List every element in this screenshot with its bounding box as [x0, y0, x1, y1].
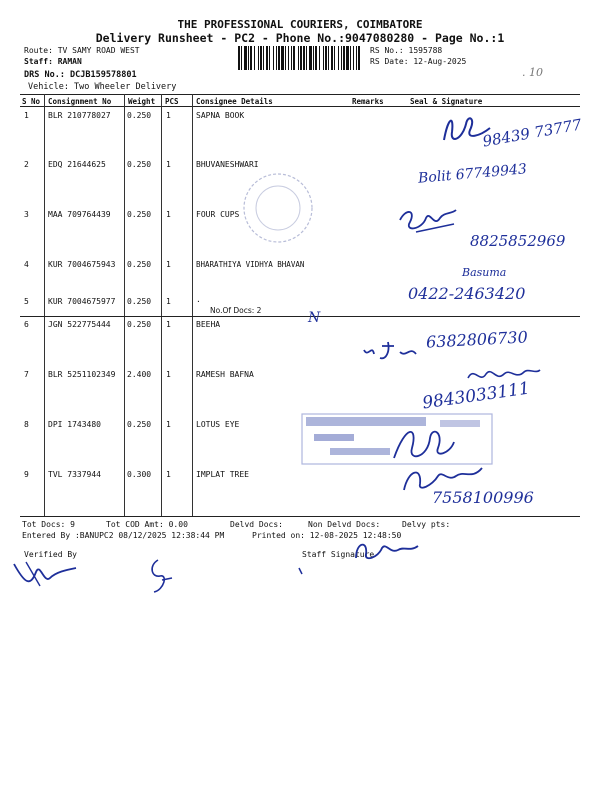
- handwritten-phone: 0422-2463420: [408, 284, 526, 303]
- handwritten-signature: Bolit 67749943: [417, 161, 528, 187]
- barcode-bar: [244, 46, 247, 70]
- row-consignee: IMPLAT TREE: [196, 470, 249, 479]
- signature-row6-image: [360, 338, 422, 368]
- col-consignment: Consignment No: [48, 97, 112, 106]
- barcode-bar: [273, 46, 274, 70]
- row-consignment: MAA 709764439: [48, 210, 111, 219]
- barcode-bar: [350, 46, 351, 70]
- row-consignment: JGN 522775444: [48, 320, 111, 329]
- faint-stamp-image: [238, 168, 318, 248]
- barcode-bar: [341, 46, 342, 70]
- barcode-bar: [266, 46, 268, 70]
- barcode-bar: [358, 46, 360, 70]
- col-seal-signature: Seal & Signature: [410, 97, 483, 106]
- barcode-bar: [328, 46, 329, 70]
- runsheet-title: Delivery Runsheet - PC2 - Phone No.:9047080280 - Page No.:1: [95, 31, 505, 45]
- row-consignee: LOTUS EYE: [196, 420, 240, 429]
- row-weight: 0.250: [127, 111, 152, 120]
- staff-signature-label: Staff Signature: [302, 550, 375, 559]
- entered-by: Entered By :BANUPC2 08/12/2025 12:38:44 PM: [22, 531, 225, 540]
- col-sno: S No: [22, 97, 41, 106]
- handwritten-phone: 7558100996: [432, 488, 534, 507]
- table-top-rule: [20, 94, 580, 95]
- row-pcs: 1: [166, 420, 171, 429]
- col-rule: [192, 94, 193, 516]
- row-weight: 0.250: [127, 210, 152, 219]
- barcode-bar: [285, 46, 286, 70]
- row-consignee: BHUVANESHWARI: [196, 160, 259, 169]
- row-weight: 0.250: [127, 260, 152, 269]
- vehicle-label: Vehicle: Two Wheeler Delivery: [28, 82, 177, 92]
- barcode-bar: [338, 46, 339, 70]
- row-consignee: FOUR CUPS: [196, 210, 240, 219]
- barcode-bar: [353, 46, 354, 70]
- row-consignment: EDQ 21644625: [48, 160, 106, 169]
- barcode-bar: [260, 46, 262, 70]
- barcode-bar: [303, 46, 305, 70]
- barcode-bar: [309, 46, 312, 70]
- barcode-bar: [241, 46, 242, 70]
- barcode-bar: [323, 46, 324, 70]
- total-cod-amount: Tot COD Amt: 0.00: [106, 520, 188, 529]
- barcode-image: [238, 46, 363, 70]
- signature-row8-image: [388, 418, 458, 468]
- barcode-bar: [281, 46, 284, 70]
- row-doc-count: No.Of Docs: 2: [210, 306, 262, 315]
- row-consignment: TVL 7337944: [48, 470, 101, 479]
- col-rule: [124, 94, 125, 516]
- barcode-bar: [356, 46, 357, 70]
- row-sno: 5: [24, 297, 29, 306]
- barcode-bar: [278, 46, 280, 70]
- row-sno: 9: [24, 470, 29, 479]
- col-rule: [161, 94, 162, 516]
- rs-number: RS No.: 1595788: [370, 46, 443, 55]
- barcode-bar: [319, 46, 320, 70]
- barcode-bar: [334, 46, 335, 70]
- barcode-bar: [248, 46, 249, 70]
- table-header-rule: [20, 106, 580, 107]
- row-pcs: 1: [166, 111, 171, 120]
- row-weight: 0.300: [127, 470, 152, 479]
- row-consignee: BEEHA: [196, 320, 221, 329]
- barcode-bar: [276, 46, 277, 70]
- row-sno: 7: [24, 370, 29, 379]
- barcode-bar: [238, 46, 240, 70]
- barcode-bar: [306, 46, 307, 70]
- barcode-bar: [293, 46, 295, 70]
- row-weight: 0.250: [127, 420, 152, 429]
- barcode-bar: [331, 46, 333, 70]
- row-divider: [20, 316, 580, 317]
- col-weight: Weight: [128, 97, 156, 106]
- row-sno: 3: [24, 210, 29, 219]
- corner-pencil-mark: . 10: [522, 66, 543, 79]
- row-weight: 0.250: [127, 160, 152, 169]
- barcode-bar: [298, 46, 299, 70]
- row-consignee: BHARATHIYA VIDHYA BHAVAN: [196, 260, 305, 269]
- barcode-bar: [313, 46, 314, 70]
- barcode-bar: [288, 46, 289, 70]
- row-consignee: RAMESH BAFNA: [196, 370, 254, 379]
- row-pcs: 1: [166, 160, 171, 169]
- barcode-bar: [291, 46, 292, 70]
- barcode-bar: [269, 46, 270, 70]
- table-bottom-rule: [20, 516, 580, 517]
- second-signature-image: [138, 556, 178, 596]
- handwritten-phone: 9843033111: [421, 378, 532, 414]
- row-weight: 0.250: [127, 320, 152, 329]
- handwritten-phone: 98439 73777: [481, 115, 584, 151]
- staff-label: Staff: RAMAN: [24, 57, 82, 66]
- row-sno: 1: [24, 111, 29, 120]
- lotus-eye-stamp-image: [300, 412, 495, 468]
- row-sno: 4: [24, 260, 29, 269]
- barcode-bar: [346, 46, 349, 70]
- row-sno: 2: [24, 160, 29, 169]
- rs-date: RS Date: 12-Aug-2025: [370, 57, 467, 66]
- row-consignee: .: [196, 295, 201, 304]
- row-weight: 0.250: [127, 297, 152, 306]
- barcode-bar: [254, 46, 255, 70]
- verified-by-label: Verified By: [24, 550, 77, 559]
- handwritten-remark: N: [308, 310, 321, 326]
- delivered-docs: Delvd Docs:: [230, 520, 283, 529]
- drs-number: DRS No.: DCJB159578801: [24, 70, 137, 80]
- row-sno: 6: [24, 320, 29, 329]
- barcode-bar: [258, 46, 259, 70]
- row-pcs: 1: [166, 470, 171, 479]
- signature-row3-image: [396, 204, 460, 244]
- barcode-bar: [325, 46, 327, 70]
- barcode-bar: [343, 46, 345, 70]
- barcode-bar: [300, 46, 302, 70]
- row-weight: 2.400: [127, 370, 152, 379]
- barcode-bar: [315, 46, 317, 70]
- col-rule: [44, 94, 45, 516]
- handwritten-phone: 6382806730: [425, 327, 529, 352]
- total-docs: Tot Docs: 9: [22, 520, 75, 529]
- row-pcs: 1: [166, 297, 171, 306]
- handwritten-phone: 8825852969: [470, 232, 566, 250]
- col-pcs: PCS: [165, 97, 179, 106]
- row-pcs: 1: [166, 320, 171, 329]
- row-consignment: KUR 7004675977: [48, 297, 116, 306]
- row-consignee: SAPNA BOOK: [196, 111, 245, 120]
- row-consignment: BLR 5251102349: [48, 370, 116, 379]
- delivery-points: Delvy pts:: [402, 520, 451, 529]
- ink-dot-image: [296, 566, 306, 576]
- row-consignment: DPI 1743480: [48, 420, 101, 429]
- row-consignment: BLR 210778027: [48, 111, 111, 120]
- row-consignment: KUR 7004675943: [48, 260, 116, 269]
- col-remarks: Remarks: [352, 97, 384, 106]
- row-pcs: 1: [166, 210, 171, 219]
- row-pcs: 1: [166, 370, 171, 379]
- row-sno: 8: [24, 420, 29, 429]
- company-title: THE PROFESSIONAL COURIERS, COIMBATORE: [177, 18, 423, 31]
- col-consignee: Consignee Details: [196, 97, 273, 106]
- barcode-bar: [263, 46, 264, 70]
- route-label: Route: TV SAMY ROAD WEST: [24, 46, 140, 55]
- printed-on: Printed on: 12-08-2025 12:48:50: [252, 531, 402, 540]
- non-delivered-docs: Non Delvd Docs:: [308, 520, 381, 529]
- barcode-bar: [250, 46, 252, 70]
- row-pcs: 1: [166, 260, 171, 269]
- handwritten-name: Basuma: [462, 266, 507, 279]
